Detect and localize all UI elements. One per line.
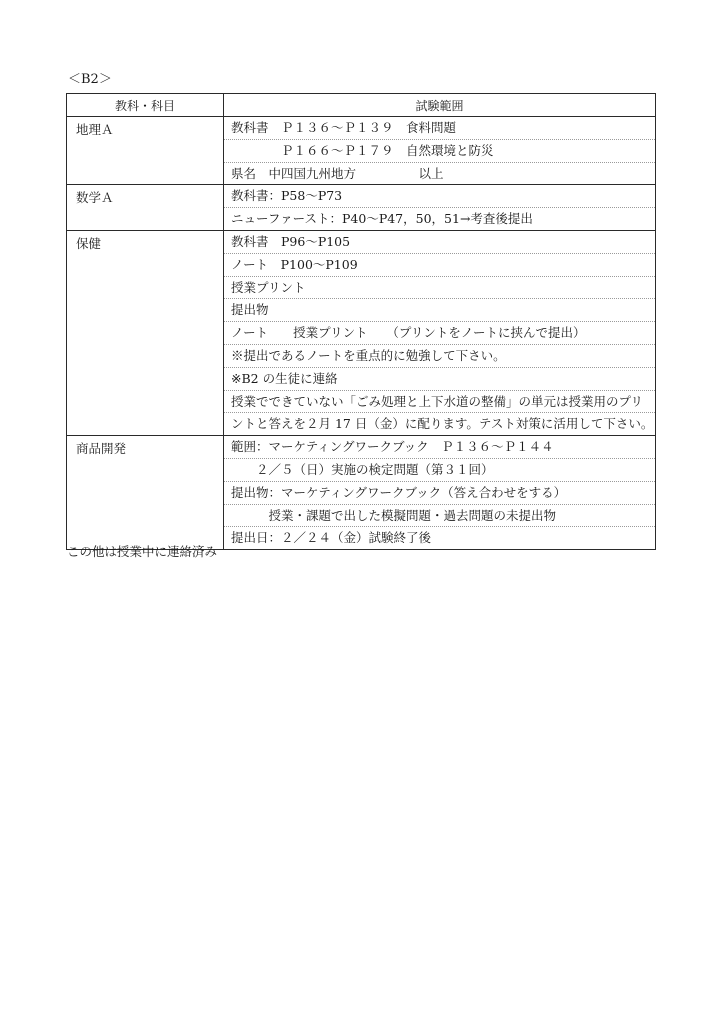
range-line: Ｐ１６６～Ｐ１７９ 自然環境と防災 [224,140,655,163]
header-subject: 教科・科目 [67,94,224,117]
range-line: 授業・課題で出した模擬問題・過去問題の未提出物 [224,505,655,528]
table-row [67,185,656,231]
class-label: ＜B2＞ [68,72,112,87]
range-line: ※提出であるノートを重点的に勉強して下さい。 [224,345,655,368]
range-cell [224,185,656,231]
subject-cell: 数学Ａ [67,185,224,231]
subject-cell: 地理Ａ [67,117,224,185]
range-line: 授業プリント [224,277,655,300]
range-line: 教科書：P58～P73 [224,185,655,208]
range-line: ニューファースト：P40～P47，50，51→考査後提出 [231,211,533,227]
range-line: 授業でできていない「ごみ処理と上下水道の整備」の単元は授業用のプリ [224,391,655,414]
range-line: 教科書 Ｐ１３６～Ｐ１３９ 食料問題 [224,117,655,140]
table-row [67,230,656,435]
range-line: ２／５（日）実施の検定問題（第３１回） [224,459,655,482]
exam-range-table [66,93,656,550]
range-line: 提出物 [224,299,655,322]
footer-note: この他は授業中に連絡済み [67,544,218,559]
subject-cell: 商品開発 [67,436,224,550]
subject-cell: 保健 [67,230,224,435]
range-line: 教科書 P96～P105 [224,231,655,254]
range-cell [224,117,656,185]
range-line: 範囲：マーケティングワークブック Ｐ１３６～Ｐ１４４ [224,436,655,459]
table-row [67,436,656,550]
range-line: 提出物：マーケティングワークブック（答え合わせをする） [224,482,655,505]
range-cell [224,230,656,435]
range-line: ノート 授業プリント （プリントをノートに挟んで提出） [224,322,655,345]
table-row [67,117,656,185]
range-cell [224,436,656,550]
range-line: ※B2 の生徒に連絡 [224,368,655,391]
header-exam-range: 試験範囲 [224,94,656,117]
range-line: ントと答えを２月 17 日（金）に配ります。テスト対策に活用して下さい。 [231,416,654,432]
table-header-row [67,94,656,117]
range-line: ノート P100～P109 [224,254,655,277]
range-line: 県名 中四国九州地方 以上 [231,165,444,181]
range-line: 提出日：２／２４（金）試験終了後 [231,530,432,546]
